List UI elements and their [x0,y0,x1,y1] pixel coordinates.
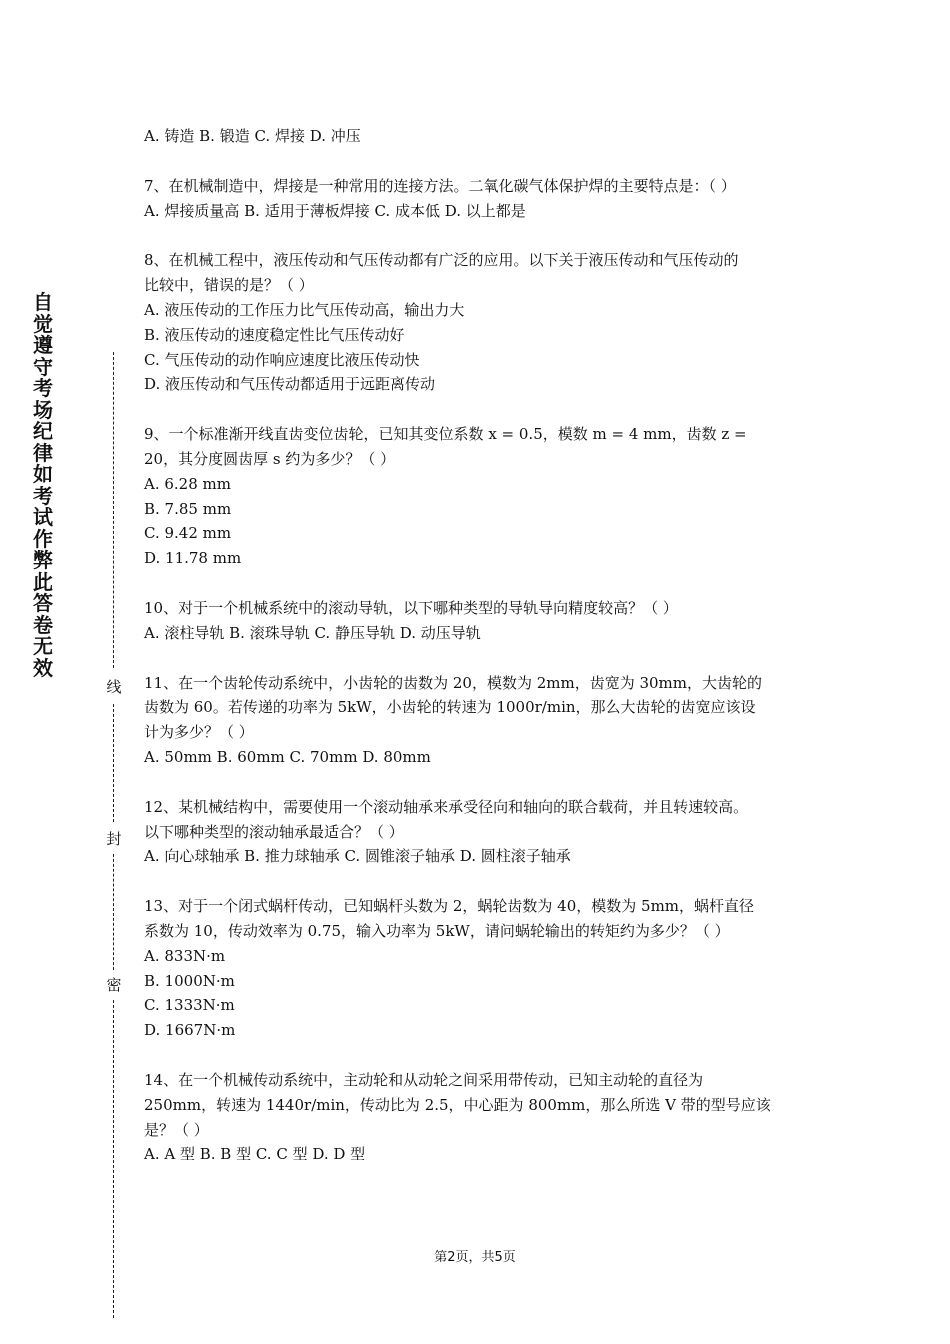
question-stem-line: 比较中，错误的是？（ ） [144,276,314,295]
question-stem-line: 以下哪种类型的滚动轴承最适合？（ ） [144,822,404,841]
dash-segment [113,854,114,970]
dash-segment [113,704,114,822]
question-stem-line: 10、对于一个机械系统中的滚动导轨，以下哪种类型的导轨导向精度较高？（ ） [144,598,678,617]
question-q8 [144,248,810,397]
answer-option: C. 气压传动的动作响应速度比液压传动快 [144,350,420,369]
question-stem-line: 20，其分度圆齿厚 s 约为多少？（ ） [144,449,396,468]
answer-option: C. 9.42 mm [144,524,232,543]
page-footer: 第2页，共5页 [434,1250,516,1265]
answer-option: A. A 型 B. B 型 C. C 型 D. D 型 [144,1145,366,1164]
question-q14 [144,1068,810,1167]
question-stem-line: 计为多少？（ ） [144,723,254,742]
answer-option: C. 1333N·m [144,996,235,1015]
question-stem-line: 14、在一个机械传动系统中，主动轮和从动轮之间采用带传动，已知主动轮的直径为 [144,1070,704,1089]
question-stem-line: 13、对于一个闭式蜗杆传动，已知蜗杆头数为 2，蜗轮齿数为 40，模数为 5mm，蜗杆直径 [144,897,755,916]
question-stem-line: 系数为 10，传动效率为 0.75，输入功率为 5kW，请问蜗轮输出的转矩约为多少？（ ） [144,921,730,940]
answer-option: A. 6.28 mm [144,474,231,493]
question-stem-line: 齿数为 60。若传递的功率为 5kW，小齿轮的转速为 1000r/min，那么大齿轮的齿宽应该设 [144,698,756,717]
answer-option: A. 铸造 B. 锻造 C. 焊接 D. 冲压 [144,127,361,145]
binding-mark-secret: 密 [106,976,122,994]
binding-mark-line: 线 [106,678,122,696]
answer-option: B. 7.85 mm [144,499,232,518]
question-q10 [144,596,810,646]
question-stem-line: 是？（ ） [144,1120,209,1139]
dash-segment [113,1000,114,1318]
dash-segment [113,352,114,668]
answer-option: A. 焊接质量高 B. 适用于薄板焊接 C. 成本低 D. 以上都是 [144,201,526,220]
answer-option: A. 液压传动的工作压力比气压传动高，输出力大 [144,300,465,319]
question-q13 [144,894,810,1043]
exam-discipline-notice: 自觉遵守考场纪律如考试作弊此答卷无效 [33,290,53,680]
question-q6-tail [144,124,810,149]
question-q11 [144,671,810,770]
answer-option: D. 11.78 mm [144,549,242,568]
question-q7 [144,174,810,224]
answer-option: A. 50mm B. 60mm C. 70mm D. 80mm [144,747,431,766]
answer-option: B. 液压传动的速度稳定性比气压传动好 [144,325,405,344]
question-stem-line: 8、在机械工程中，液压传动和气压传动都有广泛的应用。以下关于液压传动和气压传动的 [144,251,739,270]
question-q9 [144,422,810,571]
binding-mark-seal: 封 [106,830,122,848]
answer-option: A. 833N·m [144,946,226,965]
answer-option: D. 液压传动和气压传动都适用于远距离传动 [144,375,436,394]
binding-line [104,352,124,1318]
question-stem-line: 250mm，转速为 1440r/min，传动比为 2.5，中心距为 800mm，那么所选 V 带的型号应该 [144,1095,771,1114]
answer-option: A. 向心球轴承 B. 推力球轴承 C. 圆锥滚子轴承 D. 圆柱滚子轴承 [144,847,571,866]
question-stem-line: 7、在机械制造中，焊接是一种常用的连接方法。二氧化碳气体保护焊的主要特点是：（ ） [144,176,736,195]
answer-option: D. 1667N·m [144,1021,236,1040]
answer-option: B. 1000N·m [144,971,235,990]
question-q12 [144,795,810,869]
question-stem-line: 12、某机械结构中，需要使用一个滚动轴承来承受径向和轴向的联合载荷，并且转速较高。 [144,797,749,816]
answer-option: A. 滚柱导轨 B. 滚珠导轨 C. 静压导轨 D. 动压导轨 [144,623,481,642]
question-stem-line: 11、在一个齿轮传动系统中，小齿轮的齿数为 20，模数为 2mm，齿宽为 30mm，大齿轮的 [144,673,763,692]
question-stem-line: 9、一个标准渐开线直齿变位齿轮，已知其变位系数 x = 0.5，模数 m = 4 mm，齿数 z = [144,425,747,444]
question-list [144,124,810,1192]
